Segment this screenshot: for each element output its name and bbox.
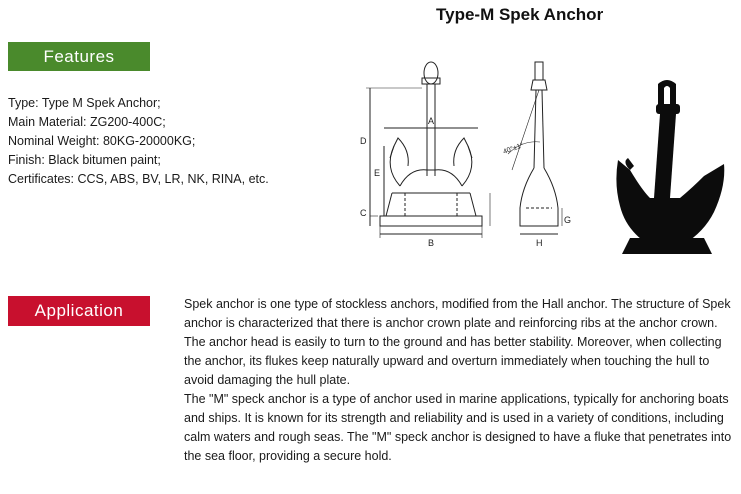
features-heading: Features <box>8 42 150 71</box>
feature-item-material: Main Material: ZG200-400C; <box>8 115 166 129</box>
dimension-label-e: E <box>374 168 381 178</box>
features-list <box>8 94 269 189</box>
angle-label: 40°±1° <box>502 142 525 156</box>
page-title: Type-M Spek Anchor <box>436 5 604 24</box>
feature-item-certificates: Certificates: CCS, ABS, BV, LR, NK, RINA, etc. <box>8 172 269 186</box>
feature-item-type: Type: Type M Spek Anchor; <box>8 96 161 110</box>
application-heading: Application <box>8 296 150 326</box>
application-paragraph: The "M" speck anchor is a type of anchor used in marine applications, typically for anchoring boats and ships. It is known for its strength and reliability and is used in a variety of conditions, including calm waters and rough seas. The "M" speck anchor is designed to have a fluke that penetrates into the sea floor, providing a secure hold. <box>184 392 732 463</box>
feature-item-finish: Finish: Black bitumen paint; <box>8 153 161 167</box>
dimension-label-d: D <box>360 136 367 146</box>
feature-item-weight: Nominal Weight: 80KG-20000KG; <box>8 134 196 148</box>
dimension-label-b: B <box>428 238 435 248</box>
dimension-label-g: G <box>564 215 572 225</box>
application-description <box>184 295 736 466</box>
dimension-label-c: C <box>360 208 367 218</box>
dimension-label-a: A <box>428 116 435 126</box>
anchor-product-photo <box>600 78 740 258</box>
application-paragraph: Spek anchor is one type of stockless anchors, modified from the Hall anchor. The structure of Spek anchor is characterized that there is anchor crown plate and reinforcing ribs at the anchor crown. The anchor head is easily to turn to the ground and has better stability. Moreover, when collecting the anchor, its flukes keep naturally upward and overturn immediately when touching the hull to avoid damaging the hull plate. <box>184 297 731 387</box>
anchor-side-view-drawing <box>500 58 582 250</box>
anchor-front-view-drawing <box>350 58 500 250</box>
dimension-label-h: H <box>536 238 543 248</box>
